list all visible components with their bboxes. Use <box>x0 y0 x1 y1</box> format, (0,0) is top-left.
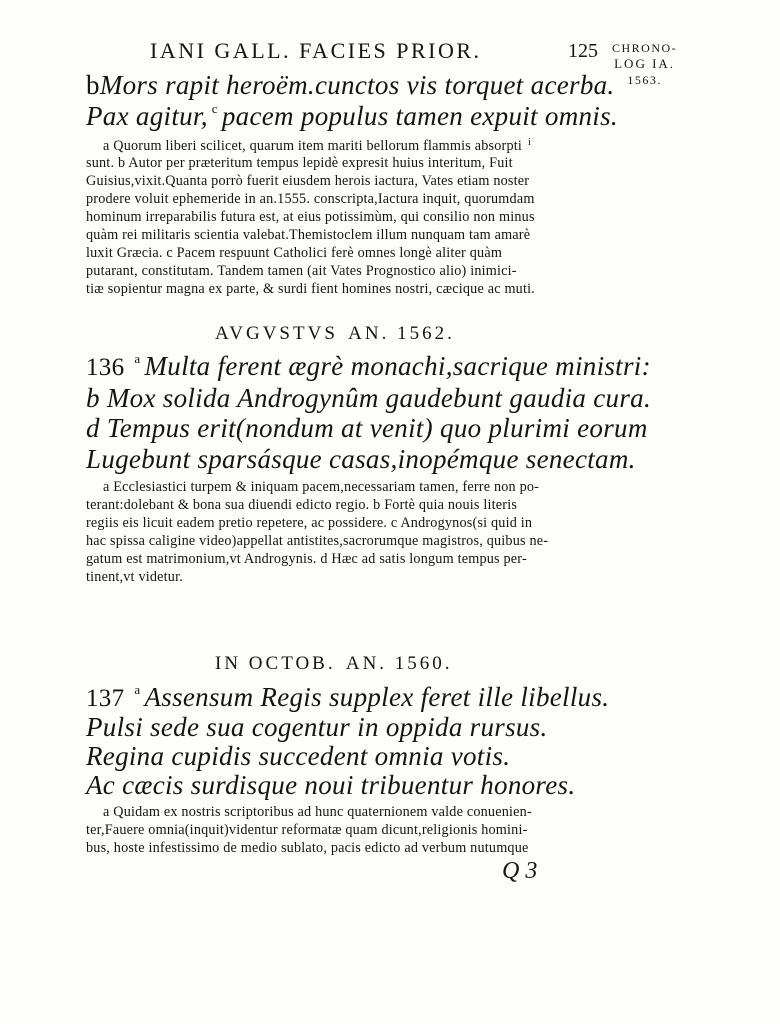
verse-line: Ac cæcis surdisque noui tribuentur honores. <box>86 770 576 800</box>
commentary-line: a Ecclesiastici turpem & iniquam pacem,necessariam tamen, ferre non po- <box>103 479 540 495</box>
verse-line: Lugebunt sparsásque casas,inopémque senectam. <box>86 444 636 474</box>
commentary-line: a Quidam ex nostris scriptoribus ad hunc quaternionem valde conuenien- <box>103 804 532 820</box>
verse-text: pacem populus tamen expuit omnis. <box>221 101 618 131</box>
verse-line <box>86 351 651 382</box>
quatrain-number: 137 <box>86 685 125 712</box>
verse-text: Assensum Regis supplex feret ille libellus. <box>144 682 610 712</box>
note-mark: a <box>134 682 141 697</box>
commentary-line: putarant, constitutam. Tandem tamen (ait Vates Prognostico alio) inimici- <box>86 263 517 279</box>
note-mark: a <box>134 351 141 366</box>
side-note-line1: CHRONO- <box>612 41 678 55</box>
commentary-line: sunt. b Autor per præteritum tempus lepidè expresit huius interitum, Fuit <box>86 155 513 171</box>
commentary-line: tiæ sopientur magna ex parte, & surdi fient homines nostri, cæcique ac muti. <box>86 281 536 297</box>
note-mark: c <box>211 101 218 116</box>
page-number: 125 <box>568 40 598 62</box>
running-head: IANI GALL. FACIES PRIOR. <box>150 38 482 63</box>
heading-year: AN. 1562. <box>348 323 455 344</box>
commentary-line: terant:dolebant & bona sua diuendi edicto regio. b Fortè quia nouis literis <box>86 497 518 513</box>
commentary-line: Guisius,vixit.Quanta porrò fuerit eiusdem herois iactura, Vates etiam noster <box>86 173 530 189</box>
section-heading <box>215 318 455 346</box>
side-note-line2: LOG IA. <box>614 56 676 71</box>
commentary-line: ter,Fauere omnia(inquit)videntur reformatæ quam dicunt,religionis homini- <box>86 822 528 838</box>
verse-line <box>86 682 609 713</box>
commentary-line: prodere voluit ephemeride in an.1555. conscripta,Iactura inquit, quorumdam <box>86 191 535 207</box>
heading-word: IN OCTOB. <box>215 653 336 674</box>
verse-line: d Tempus erit(nondum at venit) quo plurimi eorum <box>86 413 648 443</box>
side-note-line3: 1563. <box>627 73 662 87</box>
verse-line <box>86 101 618 132</box>
verse-text: Pax agitur, <box>86 101 208 131</box>
section-heading <box>215 648 453 676</box>
heading-word: AVGVSTVS <box>215 323 338 344</box>
verse-line: Regina cupidis succedent omnia votis. <box>86 741 511 771</box>
commentary-line: hac spissa caligine video)appellat antistites,sacrorumque magistros, quibus ne- <box>86 533 549 549</box>
verse-line: Pulsi sede sua cogentur in oppida rursus. <box>86 712 548 742</box>
commentary-line: bus, hoste infestissimo de medio sublato, pacis edicto ad verbum nutumque <box>86 840 529 856</box>
verse-text: Mors rapit heroëm.cunctos vis torquet acerba. <box>99 70 615 100</box>
commentary-line: a Quorum liberi scilicet, quarum item mariti bellorum flammis absorpti $^i$ <box>103 137 532 154</box>
note-mark: i <box>528 137 532 148</box>
commentary-line: luxit Græcia. c Pacem respuunt Catholici ferè omnes longè aliter quàm <box>86 245 503 261</box>
note-mark: b <box>86 70 100 100</box>
side-note <box>612 40 677 88</box>
commentary-line: tinent,vt videtur. <box>86 569 183 585</box>
commentary-line: quàm rei militaris scientia valebat.Themistoclem illum nunquam tam amarè <box>86 227 531 243</box>
commentary-line: regiis eis licuit eadem pretio repetere, ac possidere. c Androgynos(si quid in <box>86 515 533 531</box>
commentary-line: hominum irreparabilis futura est, at eius potissimùm, qui consilio non minus <box>86 209 535 225</box>
verse-line: b Mox solida Androgynûm gaudebunt gaudia cura. <box>86 383 652 413</box>
heading-year: AN. 1560. <box>345 653 453 674</box>
catchword: Q 3 <box>502 858 538 884</box>
verse-text: Multa ferent ægrè monachi,sacrique ministri: <box>144 351 651 381</box>
commentary-line: gatum est matrimonium,vt Androgynis. d Hæc ad satis longum tempus per- <box>86 551 527 567</box>
verse-line <box>86 70 615 101</box>
quatrain-number: 136 <box>86 354 125 381</box>
